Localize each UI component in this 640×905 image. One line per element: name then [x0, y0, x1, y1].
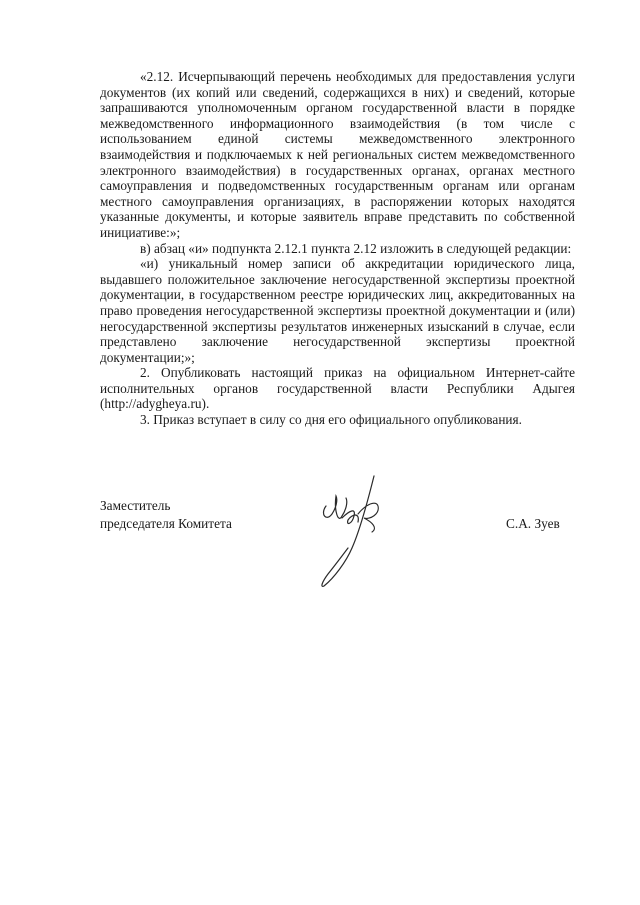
signatory-position — [100, 497, 232, 533]
signatory-name: С.А. Зуев — [506, 516, 560, 531]
document-body — [100, 69, 575, 428]
signatory-position-line1: Заместитель — [100, 498, 171, 513]
paragraph-effective: 3. Приказ вступает в силу со дня его официального опубликования. — [140, 412, 522, 428]
signatory-position-line2: председателя Комитета — [100, 516, 232, 531]
handwritten-signature — [312, 470, 392, 590]
paragraph-amendment-v: в) абзац «и» подпункта 2.12.1 пункта 2.12 изложить в следующей редакции: — [140, 240, 572, 256]
paragraph-2-12: «2.12. Исчерпывающий перечень необходимых для предоставления услуги документов (их копий или сведений, содержащихся в них) и сведений, которые запрашиваются уполномоченным органом государственной власти в порядке межведомственного информационного взаимодействия (в том числе с использованием единой системы межведомственного электронного взаимодействия и подключаемых к ней региональных систем межведомственного электронного взаимодействия) в государственных органах, органах местного самоуправления и подведомственных государственным органам или органам местного самоуправления организациях, в распоряжении которых находятся указанные документы, и которые заявитель вправе представить по собственной инициативе:»; — [100, 69, 575, 240]
paragraph-item-i: «и) уникальный номер записи об аккредитации юридического лица, выдавшего положительное заключение негосударственной экспертизы проектной документации, в государственном реестре юридических лиц, аккредитованных на право проведения негосударственной экспертизы проектной документации и (или) негосударственной экспертизы результатов инженерных изысканий в случае, если представлено заключение негосударственной экспертизы проектной документации;»; — [100, 256, 575, 365]
paragraph-publish: 2. Опубликовать настоящий приказ на официальном Интернет-сайте исполнительных органов государственной власти Республики Адыгея (http://adygheya.ru). — [100, 365, 575, 412]
